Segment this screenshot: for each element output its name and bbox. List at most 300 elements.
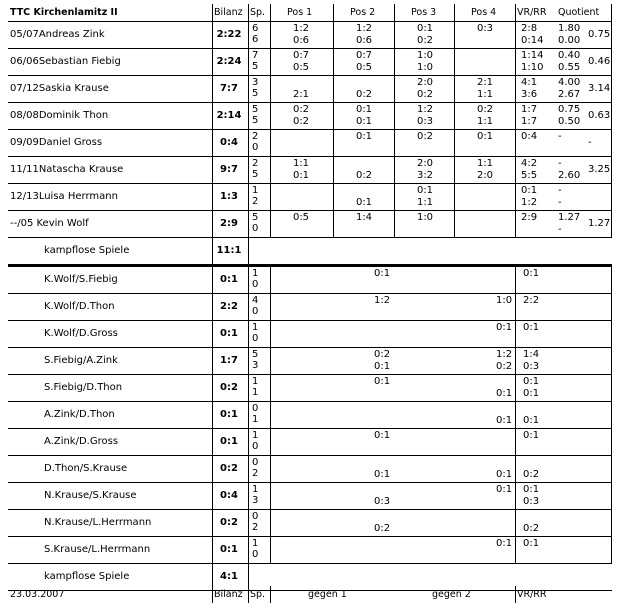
column-divider (611, 321, 612, 347)
doubles-sp: 3 (252, 360, 259, 371)
player-sp: 5 (252, 212, 259, 223)
player-rank: 11/11 (10, 164, 39, 175)
gegen2-result: 0:1 (496, 388, 513, 399)
quotient-total: 3.25 (588, 164, 611, 175)
kampflos-bilanz-2: 4:1 (220, 571, 238, 582)
column-divider (270, 510, 271, 536)
pos-result: 0:6 (355, 35, 373, 46)
column-divider (248, 510, 249, 536)
doubles-vr-rr: 0:3 (523, 361, 540, 372)
gegen1-result: 0:1 (374, 469, 391, 480)
vr-rr-value: 1:10 (521, 62, 544, 73)
gegen1-result: 0:1 (374, 376, 391, 387)
column-divider (611, 348, 612, 374)
doubles-sp: 3 (252, 495, 259, 506)
doubles-sp: 1 (252, 268, 259, 279)
vr-rr-value: 2:8 (521, 23, 538, 34)
player-rank: 05/07 (10, 29, 39, 40)
quotient-value: - (558, 158, 562, 169)
pos-result: 0:2 (292, 116, 310, 127)
quotient-value: 0.55 (558, 62, 581, 73)
column-divider (333, 157, 334, 183)
quotient-value: - (558, 224, 562, 235)
player-name: Daniel Gross (38, 137, 103, 148)
player-sp: 6 (252, 23, 259, 34)
doubles-row (8, 375, 612, 402)
column-divider (212, 321, 213, 347)
column-divider (394, 22, 395, 48)
gegen1-result: 1:2 (374, 295, 391, 306)
quotient-total: - (588, 137, 592, 148)
doubles-vr-rr: 0:1 (523, 484, 540, 495)
column-divider (611, 157, 612, 183)
column-divider (515, 22, 516, 48)
doubles-sp: 0 (252, 457, 259, 468)
quotient-value: - (558, 197, 562, 208)
doubles-pair-name: K.Wolf/D.Thon (44, 301, 115, 312)
pos-result: 0:1 (292, 170, 310, 181)
pos-result: 3:2 (416, 170, 434, 181)
column-divider (515, 76, 516, 102)
column-divider (212, 157, 213, 183)
vr-rr-value: 2:9 (521, 212, 538, 223)
player-sp: 0 (252, 142, 259, 153)
player-rank-name (10, 83, 109, 94)
pos-result: 1:0 (416, 50, 434, 61)
doubles-sp: 0 (252, 549, 259, 560)
player-sp: 5 (252, 169, 259, 180)
player-bilanz: 1:3 (220, 191, 238, 202)
column-divider (212, 294, 213, 320)
player-rank: 07/12 (10, 83, 39, 94)
gegen2-result: 0:1 (496, 322, 513, 333)
column-divider (270, 348, 271, 374)
column-divider (454, 184, 455, 210)
header-quotient: Quotient (558, 7, 600, 18)
column-divider (248, 321, 249, 347)
stats-table (8, 4, 612, 591)
doubles-pair-name: K.Wolf/S.Fiebig (44, 274, 118, 285)
column-divider (454, 49, 455, 75)
pos-result: 0:1 (355, 116, 373, 127)
quotient-total: 0.63 (588, 110, 611, 121)
footer-gegen1: gegen 1 (308, 589, 347, 600)
column-divider (394, 76, 395, 102)
pos-result: 1:1 (476, 158, 494, 169)
pos-result: 0:1 (355, 131, 373, 142)
footer-sp: Sp. (250, 589, 266, 600)
player-name: Saskia Krause (38, 83, 109, 94)
column-divider (270, 456, 271, 482)
column-divider (212, 483, 213, 509)
player-name: Dominik Thon (38, 110, 109, 121)
quotient-value: 2.67 (558, 89, 581, 100)
quotient-total: 1.27 (588, 218, 611, 229)
gegen1-result: 0:2 (374, 349, 391, 360)
quotient-value: 4.00 (558, 77, 581, 88)
player-name: Kevin Wolf (33, 218, 89, 229)
player-bilanz: 2:9 (220, 218, 238, 229)
column-divider (515, 375, 516, 401)
player-row (8, 76, 612, 103)
column-divider (394, 130, 395, 156)
column-divider (270, 49, 271, 75)
header-pos2: Pos 2 (350, 7, 376, 18)
vr-rr-value: 1:2 (521, 197, 538, 208)
gegen2-result: 0:1 (496, 415, 513, 426)
player-row (8, 184, 612, 211)
player-sp: 5 (252, 88, 259, 99)
doubles-row (8, 348, 612, 375)
vr-rr-value: 0:4 (521, 131, 538, 142)
quotient-value: 0.50 (558, 116, 581, 127)
doubles-bilanz: 1:7 (220, 355, 238, 366)
doubles-vr-rr: 0:2 (523, 469, 540, 480)
quotient-value: 0.75 (558, 104, 581, 115)
doubles-vr-rr: 0:1 (523, 415, 540, 426)
gegen1-result: 0:3 (374, 496, 391, 507)
doubles-sp: 1 (252, 387, 259, 398)
column-divider (270, 537, 271, 563)
column-divider (454, 130, 455, 156)
column-divider (212, 49, 213, 75)
doubles-sp: 1 (252, 484, 259, 495)
doubles-row (8, 510, 612, 537)
column-divider (212, 130, 213, 156)
column-divider (212, 375, 213, 401)
doubles-vr-rr: 0:3 (523, 496, 540, 507)
column-divider (394, 103, 395, 129)
pos-result: 1:0 (416, 212, 434, 223)
vr-rr-value: 1:7 (521, 116, 538, 127)
column-divider (270, 103, 271, 129)
column-divider (515, 294, 516, 320)
vr-rr-value: 0:1 (521, 185, 538, 196)
doubles-sp: 0 (252, 403, 259, 414)
vr-rr-value: 1:14 (521, 50, 544, 61)
column-divider (212, 103, 213, 129)
column-divider (270, 130, 271, 156)
pos-result: 0:1 (416, 23, 434, 34)
column-divider (212, 267, 213, 293)
column-divider (394, 157, 395, 183)
column-divider (515, 103, 516, 129)
doubles-row (8, 321, 612, 348)
doubles-sp: 1 (252, 414, 259, 425)
column-divider (212, 456, 213, 482)
doubles-section (8, 265, 612, 564)
vr-rr-value: 0:14 (521, 35, 544, 46)
column-divider (248, 429, 249, 455)
doubles-bilanz: 2:2 (220, 301, 238, 312)
column-divider (515, 402, 516, 428)
column-divider (270, 375, 271, 401)
column-divider (248, 130, 249, 156)
column-divider (394, 49, 395, 75)
player-rank: 12/13 (10, 191, 39, 202)
player-bilanz: 2:24 (216, 56, 242, 67)
doubles-sp: 0 (252, 333, 259, 344)
player-sp: 7 (252, 50, 259, 61)
doubles-vr-rr: 0:1 (523, 430, 540, 441)
column-divider (270, 429, 271, 455)
doubles-pair-name: A.Zink/D.Gross (44, 436, 119, 447)
column-divider (611, 49, 612, 75)
column-divider (270, 321, 271, 347)
player-row (8, 49, 612, 76)
pos-result: 0:5 (355, 62, 373, 73)
doubles-pair-name: S.Fiebig/D.Thon (44, 382, 123, 393)
vr-rr-value: 5:5 (521, 170, 538, 181)
footer-date: 23.03.2007 (10, 589, 65, 600)
pos-result: 2:0 (476, 170, 494, 181)
pos-result: 0:3 (476, 23, 494, 34)
vr-rr-value: 3:6 (521, 89, 538, 100)
column-divider (270, 294, 271, 320)
header-pos1: Pos 1 (287, 7, 313, 18)
pos-result: 0:5 (292, 212, 310, 223)
pos-result: 2:0 (416, 77, 434, 88)
pos-result: 2:1 (292, 89, 310, 100)
doubles-sp: 5 (252, 349, 259, 360)
doubles-bilanz: 0:2 (220, 382, 238, 393)
doubles-sp: 2 (252, 522, 259, 533)
footer-gegen2: gegen 2 (432, 589, 471, 600)
column-divider (270, 22, 271, 48)
player-row (8, 103, 612, 130)
doubles-pair-name: K.Wolf/D.Gross (44, 328, 118, 339)
column-divider (248, 267, 249, 293)
column-divider (248, 103, 249, 129)
gegen1-result: 0:1 (374, 430, 391, 441)
doubles-row (8, 483, 612, 510)
pos-result: 0:2 (355, 170, 373, 181)
column-divider (515, 130, 516, 156)
column-divider (248, 483, 249, 509)
doubles-bilanz: 0:1 (220, 544, 238, 555)
pos-result: 2:1 (476, 77, 494, 88)
player-row (8, 130, 612, 157)
column-divider (611, 456, 612, 482)
doubles-vr-rr: 0:1 (523, 388, 540, 399)
gegen2-result: 1:2 (496, 349, 513, 360)
singles-section (8, 22, 612, 238)
player-rank-name (10, 191, 118, 202)
quotient-value: 0.00 (558, 35, 581, 46)
column-divider (248, 184, 249, 210)
vr-rr-value: 1:7 (521, 104, 538, 115)
table-header (8, 4, 612, 22)
doubles-bilanz: 0:2 (220, 463, 238, 474)
doubles-row (8, 429, 612, 456)
player-rank-name (10, 164, 123, 175)
player-rank-name (10, 218, 89, 229)
column-divider (515, 348, 516, 374)
header-bilanz: Bilanz (214, 7, 243, 18)
player-rank-name (10, 29, 105, 40)
pos-result: 1:2 (355, 23, 373, 34)
player-name: Luisa Herrmann (38, 191, 118, 202)
gegen1-result: 0:2 (374, 523, 391, 534)
doubles-vr-rr: 2:2 (523, 295, 540, 306)
pos-result: 1:0 (416, 62, 434, 73)
column-divider (212, 211, 213, 237)
doubles-vr-rr: 1:4 (523, 349, 540, 360)
column-divider (333, 184, 334, 210)
quotient-value: - (558, 131, 562, 142)
column-divider (611, 184, 612, 210)
doubles-sp: 1 (252, 538, 259, 549)
column-divider (454, 157, 455, 183)
doubles-sp: 1 (252, 376, 259, 387)
player-rank: 08/08 (10, 110, 39, 121)
doubles-sp: 0 (252, 511, 259, 522)
doubles-sp: 1 (252, 322, 259, 333)
column-divider (611, 211, 612, 237)
gegen2-result: 0:1 (496, 538, 513, 549)
doubles-pair-name: S.Krause/L.Herrmann (44, 544, 151, 555)
pos-result: 0:3 (416, 116, 434, 127)
doubles-pair-name: S.Fiebig/A.Zink (44, 355, 118, 366)
column-divider (248, 537, 249, 563)
column-divider (333, 130, 334, 156)
column-divider (248, 76, 249, 102)
quotient-total: 0.46 (588, 56, 611, 67)
header-pos3: Pos 3 (411, 7, 437, 18)
pos-result: 0:2 (416, 131, 434, 142)
column-divider (333, 49, 334, 75)
column-divider (611, 294, 612, 320)
column-divider (333, 103, 334, 129)
doubles-bilanz: 0:1 (220, 436, 238, 447)
player-sp: 5 (252, 61, 259, 72)
column-divider (611, 103, 612, 129)
doubles-sp: 0 (252, 306, 259, 317)
player-sp: 2 (252, 131, 259, 142)
footer-bilanz: Bilanz (214, 589, 243, 600)
column-divider (515, 429, 516, 455)
player-sp: 5 (252, 104, 259, 115)
column-divider (248, 348, 249, 374)
column-divider (454, 211, 455, 237)
player-rank-name (10, 137, 102, 148)
pos-result: 1:1 (292, 158, 310, 169)
column-divider (270, 483, 271, 509)
player-name: Natascha Krause (38, 164, 124, 175)
pos-result: 0:1 (416, 185, 434, 196)
column-divider (515, 49, 516, 75)
column-divider (248, 294, 249, 320)
player-rank: 09/09 (10, 137, 39, 148)
gegen2-result: 0:1 (496, 484, 513, 495)
column-divider (333, 76, 334, 102)
player-bilanz: 9:7 (220, 164, 238, 175)
column-divider (611, 537, 612, 563)
column-divider (212, 22, 213, 48)
doubles-bilanz: 0:4 (220, 490, 238, 501)
column-divider (515, 157, 516, 183)
header-pos4: Pos 4 (471, 7, 497, 18)
column-divider (394, 211, 395, 237)
column-divider (611, 76, 612, 102)
pos-result: 0:7 (355, 50, 373, 61)
doubles-sp: 0 (252, 441, 259, 452)
column-divider (270, 402, 271, 428)
player-bilanz: 0:4 (220, 137, 238, 148)
pos-result: 0:2 (416, 35, 434, 46)
column-divider (515, 456, 516, 482)
vr-rr-value: 4:1 (521, 77, 538, 88)
pos-result: 1:2 (292, 23, 310, 34)
pos-result: 1:1 (476, 116, 494, 127)
doubles-pair-name: N.Krause/S.Krause (44, 490, 137, 501)
player-bilanz: 2:22 (216, 29, 242, 40)
doubles-bilanz: 0:1 (220, 409, 238, 420)
pos-result: 0:2 (416, 89, 434, 100)
player-sp: 0 (252, 223, 259, 234)
pos-result: 0:2 (476, 104, 494, 115)
pos-result: 0:5 (292, 62, 310, 73)
doubles-vr-rr: 0:1 (523, 376, 540, 387)
player-rank-name (10, 56, 121, 67)
player-rank-name (10, 110, 108, 121)
column-divider (611, 402, 612, 428)
doubles-row (8, 294, 612, 321)
table-footer (8, 586, 612, 603)
column-divider (454, 76, 455, 102)
gegen1-result: 0:1 (374, 361, 391, 372)
player-row (8, 157, 612, 184)
quotient-value: - (558, 185, 562, 196)
column-divider (212, 184, 213, 210)
column-divider (611, 267, 612, 293)
team-title: TTC Kirchenlamitz II (10, 7, 118, 18)
column-divider (611, 22, 612, 48)
column-divider (212, 348, 213, 374)
column-divider (333, 211, 334, 237)
player-sp: 2 (252, 196, 259, 207)
kampflos-label-2: kampflose Spiele (44, 571, 130, 582)
column-divider (515, 211, 516, 237)
column-divider (611, 483, 612, 509)
doubles-sp: 2 (252, 468, 259, 479)
column-divider (611, 375, 612, 401)
pos-result: 0:7 (292, 50, 310, 61)
doubles-vr-rr: 0:1 (523, 268, 540, 279)
doubles-row (8, 456, 612, 483)
player-sp: 2 (252, 158, 259, 169)
player-name: Andreas Zink (38, 29, 105, 40)
pos-result: 0:1 (476, 131, 494, 142)
quotient-total: 0.75 (588, 29, 611, 40)
column-divider (212, 76, 213, 102)
gegen2-result: 1:0 (496, 295, 513, 306)
player-row (8, 22, 612, 49)
column-divider (270, 267, 271, 293)
doubles-pair-name: A.Zink/D.Thon (44, 409, 115, 420)
pos-result: 1:1 (416, 197, 434, 208)
doubles-vr-rr: 0:1 (523, 538, 540, 549)
gegen2-result: 0:1 (496, 469, 513, 480)
doubles-sp: 0 (252, 279, 259, 290)
column-divider (248, 49, 249, 75)
vr-rr-value: 4:2 (521, 158, 538, 169)
column-divider (212, 510, 213, 536)
column-divider (611, 130, 612, 156)
column-divider (515, 267, 516, 293)
column-divider (454, 103, 455, 129)
column-divider (212, 537, 213, 563)
